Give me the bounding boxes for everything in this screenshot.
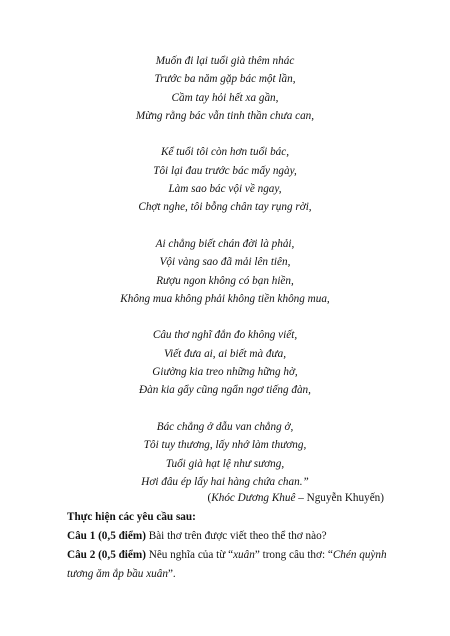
question-2-label: Câu 2 (0,5 điểm) [67,549,146,561]
poem-source [208,489,384,507]
poem-line: Cầm tay hỏi hết xa gần, [171,91,279,104]
poem-line: Bác chẳng ở dẫu van chẳng ở, [156,420,294,433]
poem-line: Viết đưa ai, ai biết mà đưa, [164,347,286,360]
poem-line: Vội vàng sao đã mải lên tiên, [159,256,291,269]
stanza-gap [0,125,450,143]
poem-line: Rượu ngon không có bạn hiền, [156,274,294,287]
poem-line: Giường kia treo những hững hờ, [152,366,298,379]
poem-line: Đàn kia gẩy cũng ngẩn ngơ tiếng đàn, [139,384,311,397]
question-2-word: xuân [233,549,255,561]
poem-line: Tuổi già hạt lệ như sương, [165,457,285,470]
question-2 [67,546,387,584]
poem-line: Không mua không phải không tiền không mua, [120,292,330,305]
poem-line: Trước ba năm gặp bác một lần, [154,73,296,86]
poem-line: Hơi đâu ép lấy hai hàng chứa chan.” [141,475,309,488]
poem-line: Ai chẳng biết chán đời là phải, [155,237,295,250]
task-section [67,508,387,584]
question-2-quote: Chén quỳnh tương ăm ắp bầu xuân [67,549,387,580]
source-title: Khóc Dương Khuê [211,492,296,504]
poem-line: Mừng rằng bác vẫn tinh thần chưa can, [135,109,315,122]
question-2-text: ”. [167,568,176,580]
poem-line: Tôi lại đau trước bác mấy ngày, [153,164,297,177]
stanza-gap [0,217,450,235]
question-1-text: Bài thơ trên được viết theo thể thơ nào? [145,530,327,542]
poem-line: Làm sao bác vội về ngay, [168,183,282,196]
poem-line: Tôi tuy thương, lấy nhớ làm thương, [143,439,307,452]
poem-line: Chợt nghe, tôi bỗng chân tay rụng rời, [138,201,312,214]
poem-line: Kể tuổi tôi còn hơn tuổi bác, [160,146,290,159]
poem-line: Câu thơ nghĩ đắn đo không viết, [152,329,298,342]
question-1-label: Câu 1 (0,5 điểm) [67,530,146,542]
stanza-gap [0,400,450,418]
question-2-text: ” trong câu thơ: “ [254,549,333,561]
poem-line: Muốn đi lại tuổi già thêm nhác [155,55,295,67]
question-2-text: Nêu nghĩa của từ “ [145,549,234,561]
source-open-paren: ( [207,492,212,504]
question-1 [67,527,387,546]
task-heading: Thực hiện các yêu cầu sau: [67,511,196,523]
poem [0,52,450,491]
source-author: – Nguyễn Khuyến) [295,492,384,504]
stanza-gap [0,308,450,326]
